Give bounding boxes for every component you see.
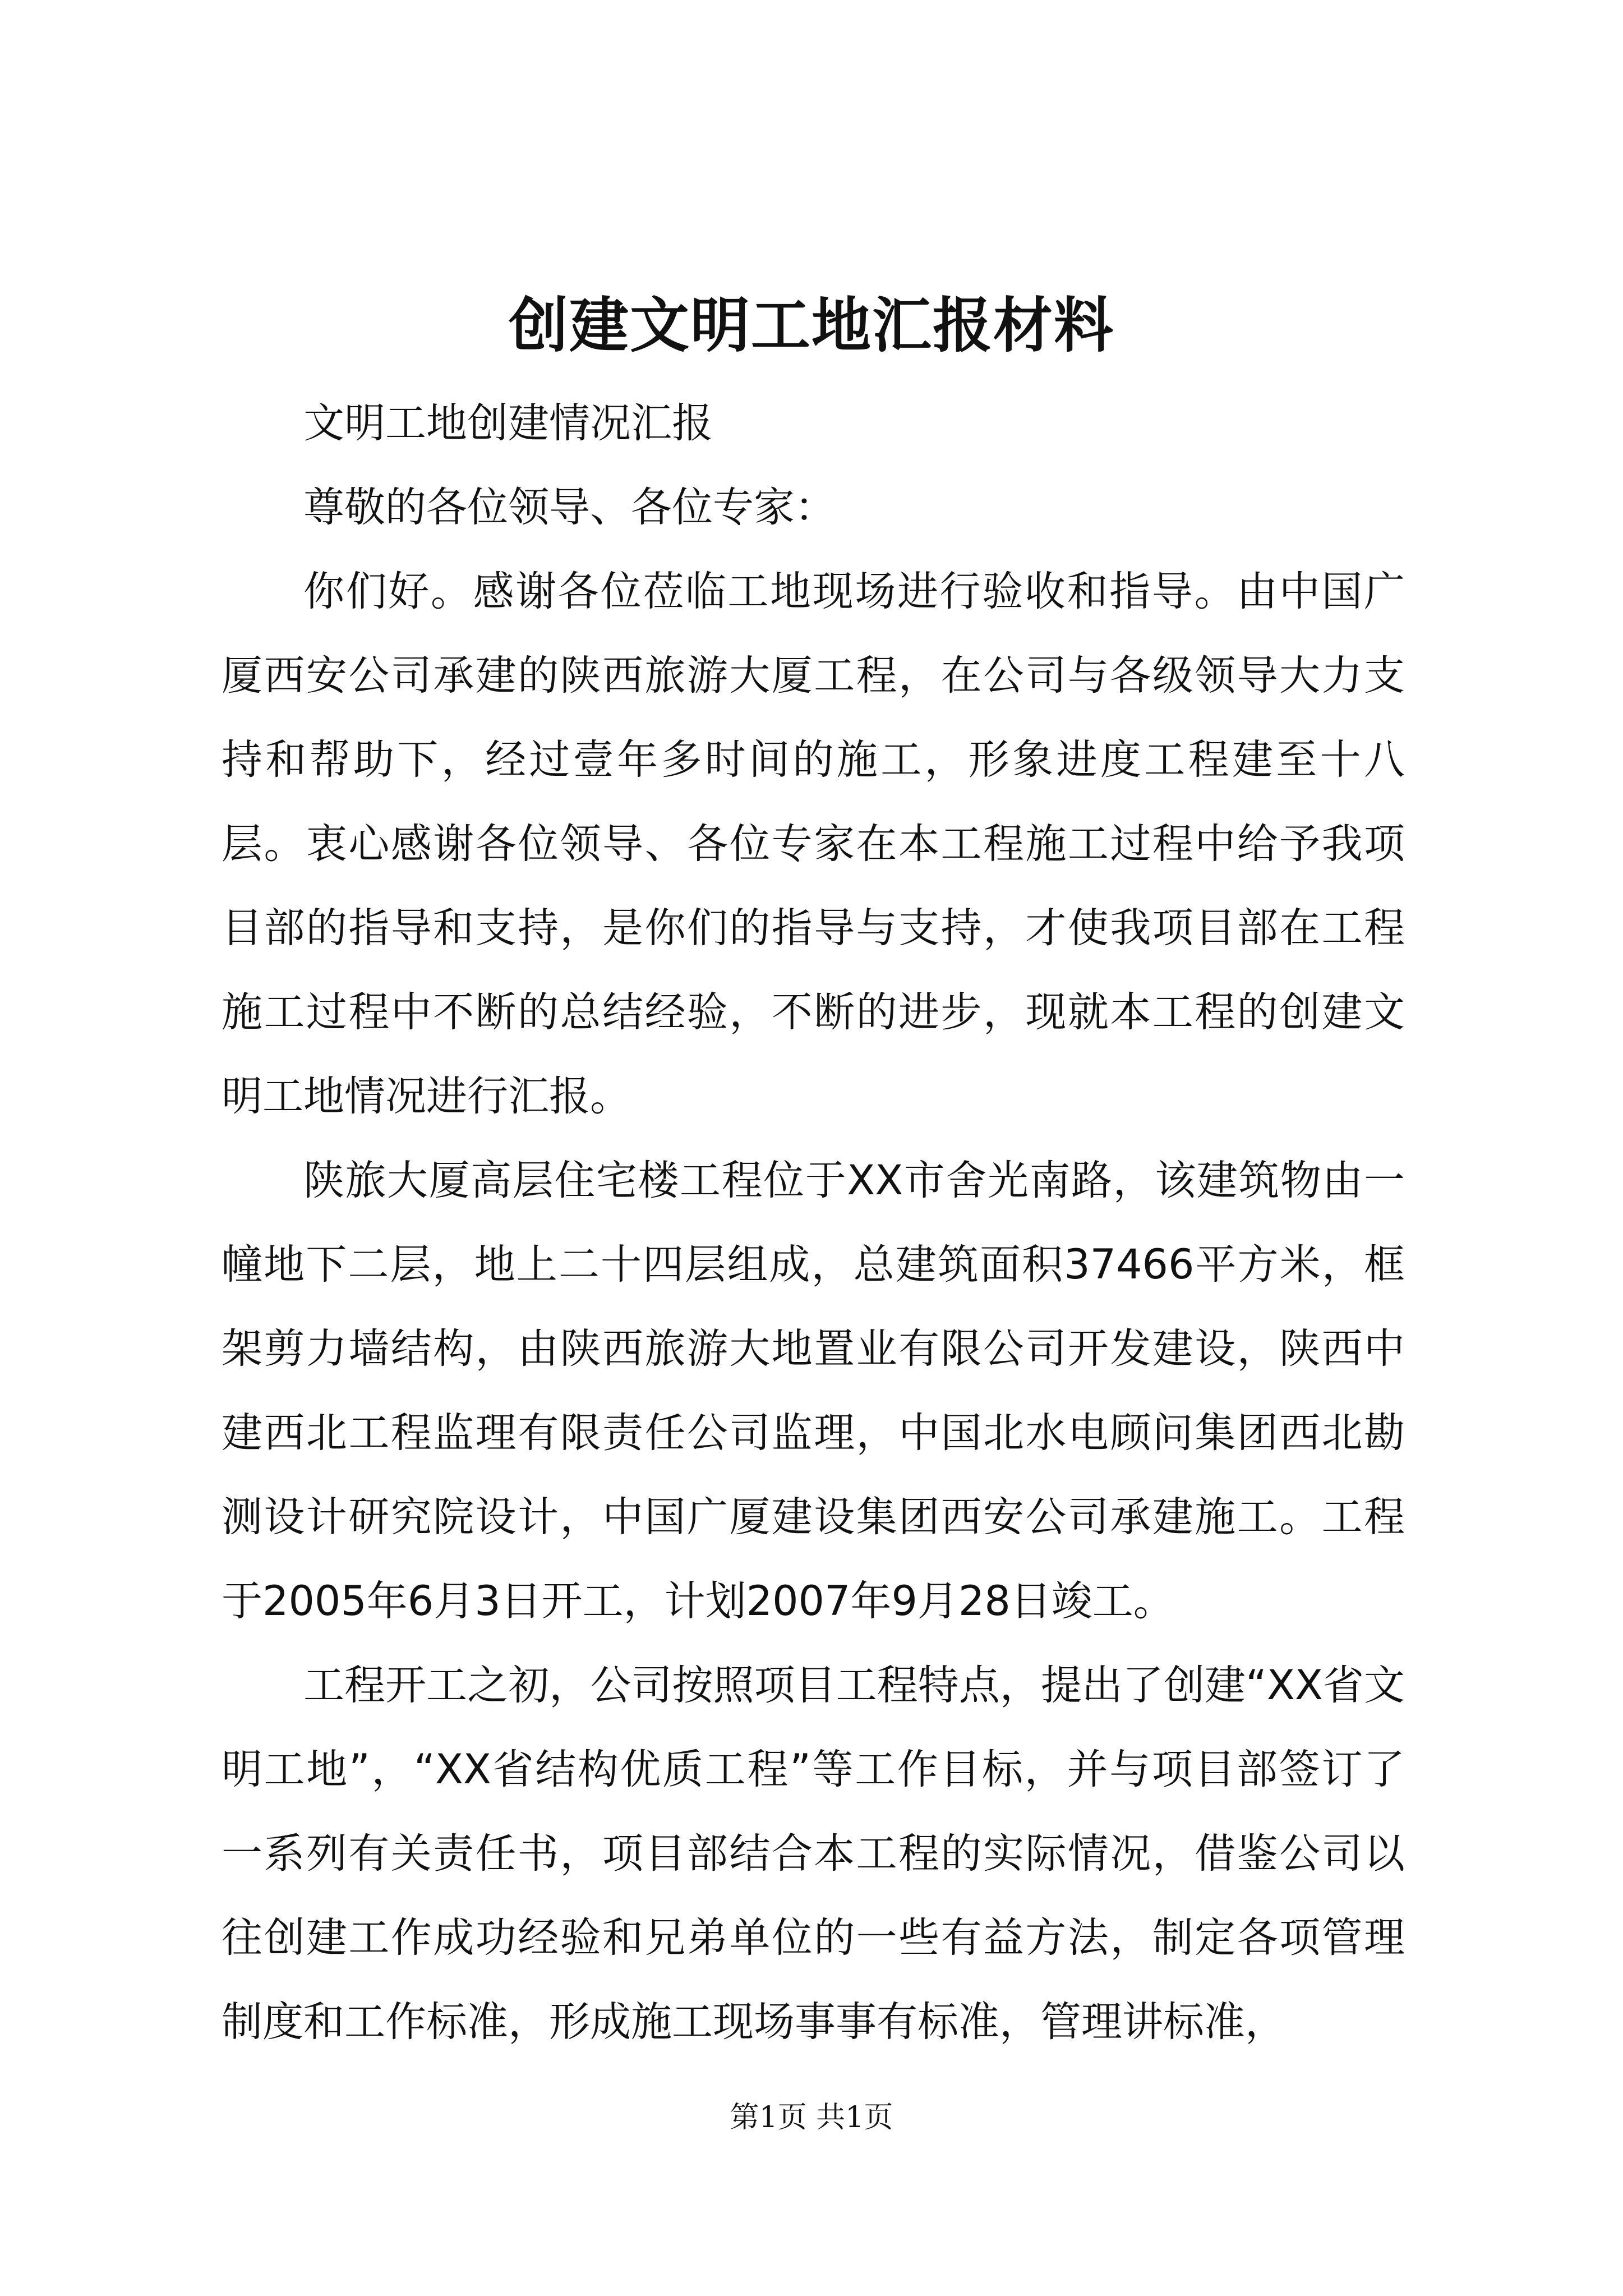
body-paragraph: 陕旅大厦高层住宅楼工程位于XX市舍光南路，该建筑物由一幢地下二层，地上二十四层组成，总建筑面积37466平方米，框架剪力墙结构，由陕西旅游大地置业有限公司开发建设，陕西中建西北工程监理有限责任公司监理，中国北水电顾问集团西北勘测设计研究院设计，中国广厦建设集团西安公司承建施工。工程于2005年6月3日开工，计划2007年9月28日竣工。 (222, 1157, 1405, 1625)
body-paragraph: 你们好。感谢各位莅临工地现场进行验收和指导。由中国广厦西安公司承建的陕西旅游大厦工程，在公司与各级领导大力支持和帮助下，经过壹年多时间的施工，形象进度工程建至十八层。衷心感谢各位领导、各位专家在本工程施工过程中给予我项目部的指导和支持，是你们的指导与支持，才使我项目部在工程施工过程中不断的总结经验，不断的进步，现就本工程的创建文明工地情况进行汇报。 (222, 568, 1405, 1120)
document-body (222, 381, 1405, 2064)
page-footer: 第1页 共1页 (730, 2101, 893, 2134)
body-paragraph: 工程开工之初，公司按照项目工程特点，提出了创建“XX省文明工地”，“XX省结构优质工程”等工作目标，并与项目部签订了一系列有关责任书，项目部结合本工程的实际情况，借鉴公司以往创建工作成功经验和兄弟单位的一些有益方法，制定各项管理制度和工作标准，形成施工现场事事有标准，管理讲标准， (222, 1662, 1405, 2046)
document-title: 创建文明工地汇报材料 (509, 290, 1114, 360)
subtitle-paragraph: 文明工地创建情况汇报 (303, 399, 713, 447)
salutation-paragraph: 尊敬的各位领导、各位专家： (303, 484, 836, 531)
